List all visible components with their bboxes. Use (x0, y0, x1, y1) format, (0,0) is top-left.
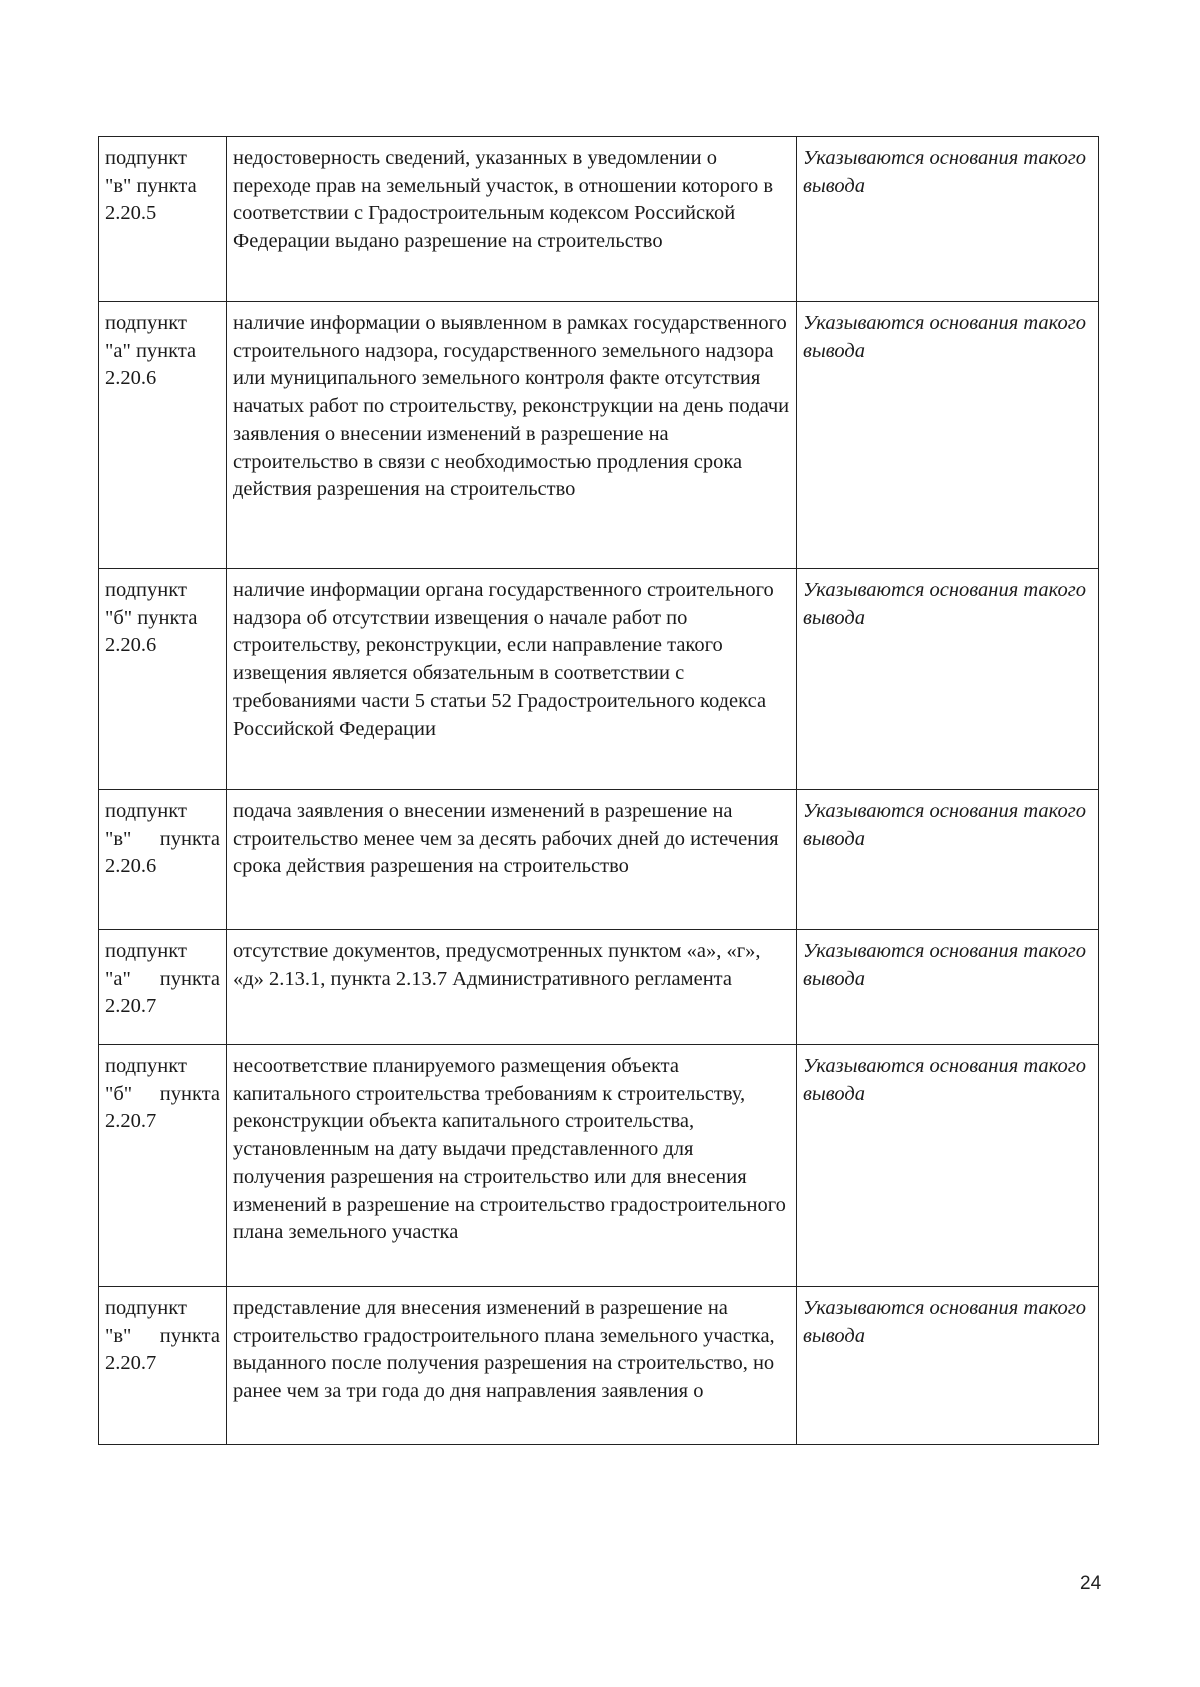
table-row (99, 1287, 1099, 1445)
clause-reference-line: "а" пункта (105, 967, 220, 990)
clause-reference-line: "в" пункта (105, 174, 197, 197)
explanation-cell: Указываются основания такого вывода (797, 302, 1099, 569)
clause-reference-line: 2.20.6 (105, 855, 157, 878)
clause-reference-line: подпункт (105, 579, 187, 601)
explanation-cell: Указываются основания такого вывода (797, 1287, 1099, 1445)
explanation-cell: Указываются основания такого вывода (797, 930, 1099, 1045)
clause-reference-cell (99, 1287, 227, 1445)
ground-description-cell: несоответствие планируемого размещения объекта капитального строительства требованиям к строительству, реконструкции объекта капитального строительства, установленным на дату выдачи представленного для получения разрешения на строительство или для внесения изменений в разрешение на строительство градостроительного плана земельного участка (227, 1045, 797, 1287)
ground-description-cell: наличие информации о выявленном в рамках государственного строительного надзора, государственного земельного надзора или муниципального земельного контроля факте отсутствия начатых работ по строительству, реконструкции на день подачи заявления о внесении изменений в разрешение на строительство в связи с необходимостью продления срока действия разрешения на строительство (227, 302, 797, 569)
clause-reference-line: подпункт (105, 147, 187, 169)
clause-reference-cell (99, 930, 227, 1045)
clause-reference-cell (99, 1045, 227, 1287)
clause-reference-cell (99, 569, 227, 790)
explanation-cell: Указываются основания такого вывода (797, 1045, 1099, 1287)
table-row (99, 930, 1099, 1045)
clause-reference-cell (99, 302, 227, 569)
ground-description-cell: наличие информации органа государственного строительного надзора об отсутствии извещения о начале работ по строительству, реконструкции, если направление такого извещения является обязательным в соответствии с требованиями части 5 статьи 52 Градостроительного кодекса Российской Федерации (227, 569, 797, 790)
table-row (99, 137, 1099, 302)
clause-reference-line: подпункт (105, 1297, 187, 1319)
clause-reference-line: "а" пункта (105, 339, 197, 362)
clause-reference-cell (99, 137, 227, 302)
ground-description-cell: представление для внесения изменений в разрешение на строительство градостроительного плана земельного участка, выданного после получения разрешения на строительство, но ранее чем за три года до дня направления заявления о (227, 1287, 797, 1445)
clause-reference-line: 2.20.6 (105, 367, 157, 390)
clause-reference-line: 2.20.6 (105, 634, 157, 657)
clause-reference-line: "в" пункта (105, 827, 220, 850)
clause-reference-line: "б" пункта (105, 606, 198, 629)
explanation-cell: Указываются основания такого вывода (797, 569, 1099, 790)
clause-reference-line: подпункт (105, 940, 187, 962)
ground-description-cell: подача заявления о внесении изменений в разрешение на строительство менее чем за десять рабочих дней до истечения срока действия разрешения на строительство (227, 790, 797, 930)
clause-reference-line: 2.20.7 (105, 1352, 157, 1375)
clause-reference-line: подпункт (105, 1055, 187, 1077)
explanation-cell: Указываются основания такого вывода (797, 137, 1099, 302)
ground-description-cell: недостоверность сведений, указанных в уведомлении о переходе прав на земельный участок, в отношении которого в соответствии с Градостроительным кодексом Российской Федерации выдано разрешение на строительство (227, 137, 797, 302)
clause-reference-line: подпункт (105, 800, 187, 822)
clause-reference-line: "б" пункта (105, 1082, 220, 1105)
clause-reference-line: 2.20.7 (105, 995, 157, 1018)
clause-reference-line: 2.20.5 (105, 202, 157, 225)
table-row (99, 569, 1099, 790)
clause-reference-line: "в" пункта (105, 1324, 220, 1347)
clause-reference-line: подпункт (105, 312, 187, 334)
table-row (99, 302, 1099, 569)
page-number: 24 (1080, 1573, 1102, 1594)
ground-description-cell: отсутствие документов, предусмотренных пунктом «а», «г», «д» 2.13.1, пункта 2.13.7 Административного регламента (227, 930, 797, 1045)
table-row (99, 790, 1099, 930)
clause-reference-line: 2.20.7 (105, 1110, 157, 1133)
grounds-table (98, 136, 1099, 1445)
clause-reference-cell (99, 790, 227, 930)
explanation-cell: Указываются основания такого вывода (797, 790, 1099, 930)
table-row (99, 1045, 1099, 1287)
